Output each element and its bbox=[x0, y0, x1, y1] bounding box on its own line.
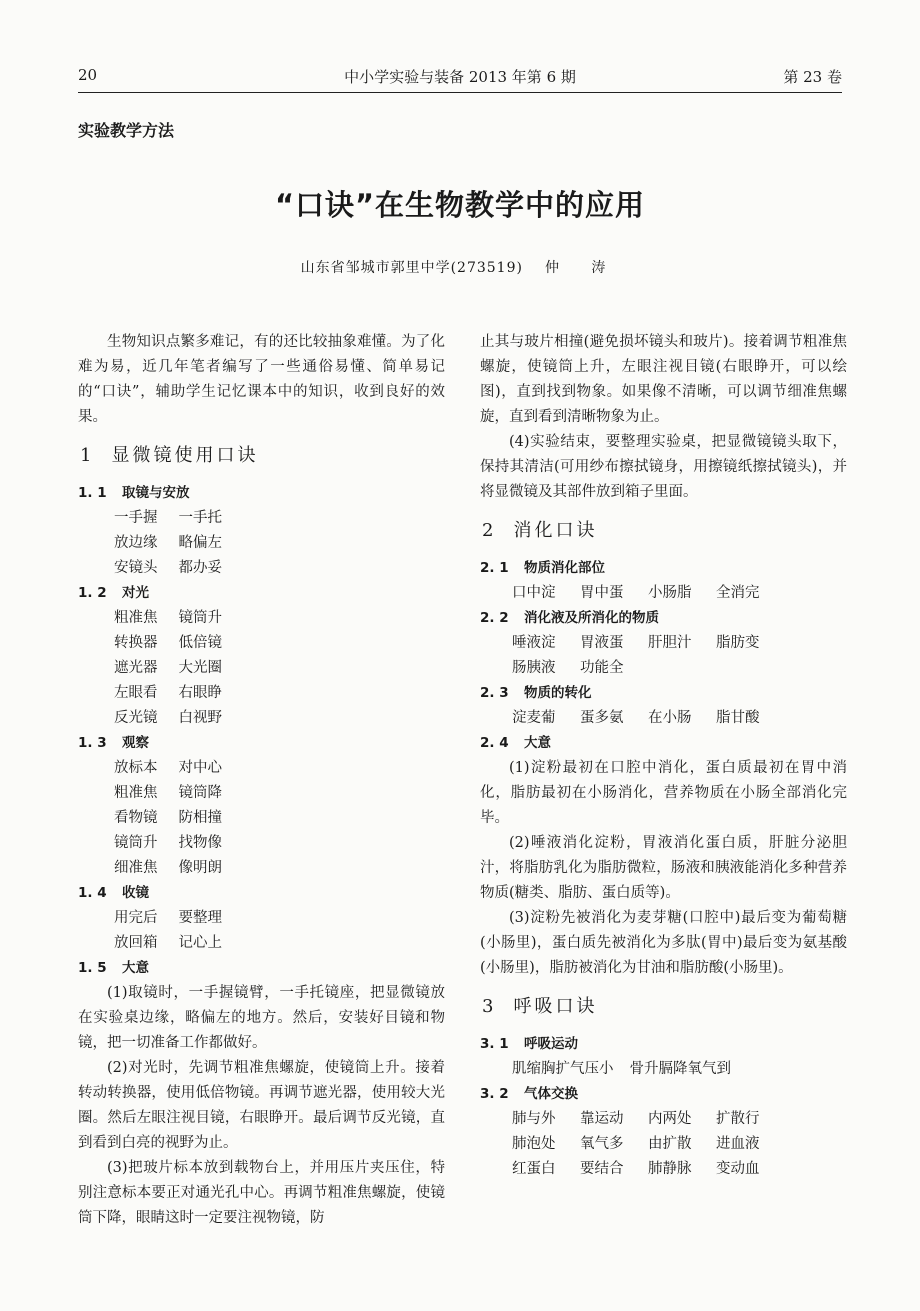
verse-phrase: 全消完 bbox=[716, 585, 760, 601]
verse-phrase: 要结合 bbox=[580, 1161, 624, 1177]
subsection-title: 取镜与安放 bbox=[122, 485, 190, 501]
verse-phrase: 反光镜 bbox=[114, 710, 158, 726]
verse-phrase: 口中淀 bbox=[512, 585, 556, 601]
verse-line bbox=[480, 656, 847, 681]
volume-label: 第 23 卷 bbox=[783, 68, 842, 86]
section-1-heading bbox=[80, 443, 445, 469]
verse-phrase: 内两处 bbox=[648, 1111, 692, 1127]
subsection-number: 1. 5 bbox=[78, 960, 107, 976]
paragraph: (3)淀粉先被消化为麦芽糖(口腔中)最后变为葡萄糖(小肠里)，蛋白质先被消化为多肽(胃中)最后变为氨基酸(小肠里)，脂肪被消化为甘油和脂肪酸(小肠里)。 bbox=[480, 910, 847, 976]
verse-line bbox=[480, 1157, 847, 1182]
paragraph: (3)把玻片标本放到载物台上，并用压片夹压住，特别注意标本要正对通光孔中心。再调节粗准焦螺旋，使镜筒下降，眼睛这时一定要注视物镜，防 bbox=[78, 1160, 445, 1226]
verse-line bbox=[78, 556, 445, 581]
verse-phrase: 脂甘酸 bbox=[716, 710, 760, 726]
subsection-title: 呼吸运动 bbox=[524, 1036, 578, 1052]
right-column bbox=[480, 330, 847, 1182]
verse-line bbox=[78, 856, 445, 881]
verse-line bbox=[78, 506, 445, 531]
verse-phrase: 遮光器 bbox=[114, 660, 158, 676]
verse-phrase: 扩散行 bbox=[716, 1111, 760, 1127]
subsection-1-2-heading bbox=[78, 581, 445, 606]
paragraph: (1)淀粉最初在口腔中消化，蛋白质最初在胃中消化，脂肪最初在小肠消化，营养物质在小肠全部消化完毕。 bbox=[480, 760, 847, 826]
verse-line bbox=[78, 806, 445, 831]
verse-phrase: 安镜头 bbox=[114, 560, 158, 576]
verse-line bbox=[78, 931, 445, 956]
verse-phrase: 要整理 bbox=[178, 910, 222, 926]
paragraph: (2)唾液消化淀粉，胃液消化蛋白质，肝脏分泌胆汁，将脂肪乳化为脂肪微粒，肠液和胰液能消化多种营养物质(糖类、脂肪、蛋白质等)。 bbox=[480, 835, 847, 901]
affiliation: 山东省邹城市郭里中学(273519) bbox=[300, 260, 523, 276]
paragraph: (4)实验结束，要整理实验桌，把显微镜镜头取下，保持其清洁(可用纱布擦拭镜身，用擦镜纸擦拭镜头)，并将显微镜及其部件放到箱子里面。 bbox=[480, 434, 847, 500]
subsection-1-5-heading bbox=[78, 956, 445, 981]
verse-phrase: 在小肠 bbox=[648, 710, 692, 726]
verse-phrase: 小肠脂 bbox=[648, 585, 692, 601]
verse-phrase: 红蛋白 bbox=[512, 1161, 556, 1177]
header-rule bbox=[78, 92, 842, 93]
column-label: 实验教学方法 bbox=[78, 121, 175, 140]
verse-phrase: 肺泡处 bbox=[512, 1136, 556, 1152]
section-number: 3 bbox=[482, 996, 494, 1017]
verse-line bbox=[480, 631, 847, 656]
verse-phrase: 镜筒升 bbox=[178, 610, 222, 626]
subsection-number: 1. 2 bbox=[78, 585, 107, 601]
verse-phrase: 粗准焦 bbox=[114, 610, 158, 626]
verse-phrase: 蛋多氨 bbox=[580, 710, 624, 726]
verse-line bbox=[78, 606, 445, 631]
subsection-title: 观察 bbox=[122, 735, 149, 751]
verse-phrase: 大光圈 bbox=[178, 660, 222, 676]
verse-phrase: 找物像 bbox=[178, 835, 222, 851]
verse-phrase: 肠胰液 bbox=[512, 660, 556, 676]
verse-phrase: 像明朗 bbox=[178, 860, 222, 876]
verse-phrase: 肺静脉 bbox=[648, 1161, 692, 1177]
section-number: 1 bbox=[80, 445, 92, 466]
verse-phrase: 细准焦 bbox=[114, 860, 158, 876]
subsection-number: 2. 1 bbox=[480, 560, 509, 576]
verse-line bbox=[78, 706, 445, 731]
journal-name: 中小学实验与装备 2013 年第 6 期 bbox=[344, 68, 576, 86]
subsection-number: 2. 4 bbox=[480, 735, 509, 751]
subsection-2-4-heading bbox=[480, 731, 847, 756]
verse-line bbox=[78, 906, 445, 931]
section-title: 消化口诀 bbox=[513, 520, 598, 541]
author: 仲 涛 bbox=[544, 260, 620, 276]
subsection-2-1-heading bbox=[480, 556, 847, 581]
paragraph-continued: 止其与玻片相撞(避免损坏镜头和玻片)。接着调节粗准焦螺旋，使镜筒上升，左眼注视目镜(右眼睁开，可以绘图)，直到找到物象。如果像不清晰，可以调节细准焦螺旋，直到看到清晰物象为止。 bbox=[480, 334, 847, 425]
section-title: 呼吸口诀 bbox=[513, 996, 598, 1017]
running-head bbox=[78, 64, 842, 90]
page-number: 20 bbox=[78, 66, 98, 84]
section-number: 2 bbox=[482, 520, 494, 541]
verse-phrase: 淀麦葡 bbox=[512, 710, 556, 726]
verse-phrase: 脂肪变 bbox=[716, 635, 760, 651]
subsection-1-4-heading bbox=[78, 881, 445, 906]
verse-phrase: 放回箱 bbox=[114, 935, 158, 951]
verse-phrase: 低倍镜 bbox=[178, 635, 222, 651]
subsection-title: 收镜 bbox=[122, 885, 149, 901]
subsection-1-1-heading bbox=[78, 481, 445, 506]
paragraph: (2)对光时，先调节粗准焦螺旋，使镜筒上升。接着转动转换器，使用低倍物镜。再调节遮光器，使用较大光圈。然后左眼注视目镜，右眼睁开。最后调节反光镜，直到看到白亮的视野为止。 bbox=[78, 1060, 445, 1151]
section-3-heading bbox=[482, 994, 847, 1020]
subsection-number: 3. 1 bbox=[480, 1036, 509, 1052]
left-column bbox=[78, 330, 445, 1231]
subsection-title: 气体交换 bbox=[524, 1086, 578, 1102]
verse-phrase: 记心上 bbox=[178, 935, 222, 951]
verse-line bbox=[78, 781, 445, 806]
verse-phrase: 靠运动 bbox=[580, 1111, 624, 1127]
byline bbox=[0, 257, 920, 277]
subsection-number: 1. 1 bbox=[78, 485, 107, 501]
verse-line bbox=[480, 1132, 847, 1157]
subsection-1-3-heading bbox=[78, 731, 445, 756]
verse-phrase: 氧气多 bbox=[580, 1136, 624, 1152]
verse-line bbox=[78, 631, 445, 656]
subsection-title: 对光 bbox=[122, 585, 149, 601]
verse-line bbox=[480, 1107, 847, 1132]
verse-phrase: 用完后 bbox=[114, 910, 158, 926]
verse-phrase: 转换器 bbox=[114, 635, 158, 651]
verse-phrase: 变动血 bbox=[716, 1161, 760, 1177]
verse-line bbox=[78, 656, 445, 681]
verse-phrase: 对中心 bbox=[178, 760, 222, 776]
subsection-title: 物质消化部位 bbox=[524, 560, 605, 576]
verse-phrase: 肺与外 bbox=[512, 1111, 556, 1127]
subsection-number: 1. 3 bbox=[78, 735, 107, 751]
subsection-title: 大意 bbox=[122, 960, 149, 976]
verse-phrase: 放边缘 bbox=[114, 535, 158, 551]
verse-phrase: 右眼睁 bbox=[178, 685, 222, 701]
subsection-3-1-heading bbox=[480, 1032, 847, 1057]
verse-line bbox=[78, 681, 445, 706]
verse-phrase: 功能全 bbox=[580, 660, 624, 676]
verse-line bbox=[480, 1057, 847, 1082]
verse-phrase: 略偏左 bbox=[178, 535, 222, 551]
subsection-number: 2. 3 bbox=[480, 685, 509, 701]
subsection-title: 物质的转化 bbox=[524, 685, 592, 701]
verse-phrase: 肌缩胸扩气压小 bbox=[512, 1061, 614, 1077]
subsection-title: 大意 bbox=[524, 735, 551, 751]
verse-phrase: 看物镜 bbox=[114, 810, 158, 826]
article-title: “口诀”在生物教学中的应用 bbox=[274, 188, 646, 222]
verse-phrase: 防相撞 bbox=[178, 810, 222, 826]
verse-phrase: 一手握 bbox=[114, 510, 158, 526]
verse-phrase: 放标本 bbox=[114, 760, 158, 776]
subsection-number: 3. 2 bbox=[480, 1086, 509, 1102]
verse-phrase: 骨升膈降氧气到 bbox=[629, 1061, 731, 1077]
subsection-2-2-heading bbox=[480, 606, 847, 631]
verse-line bbox=[78, 831, 445, 856]
subsection-2-3-heading bbox=[480, 681, 847, 706]
verse-phrase: 唾液淀 bbox=[512, 635, 556, 651]
verse-line bbox=[78, 531, 445, 556]
verse-phrase: 肝胆汁 bbox=[648, 635, 692, 651]
subsection-number: 2. 2 bbox=[480, 610, 509, 626]
subsection-3-2-heading bbox=[480, 1082, 847, 1107]
verse-line bbox=[78, 756, 445, 781]
paragraph: (1)取镜时，一手握镜臂，一手托镜座，把显微镜放在实验桌边缘，略偏左的地方。然后，安装好目镜和物镜，把一切准备工作都做好。 bbox=[78, 985, 445, 1051]
verse-phrase: 白视野 bbox=[178, 710, 222, 726]
verse-phrase: 进血液 bbox=[716, 1136, 760, 1152]
verse-phrase: 胃液蛋 bbox=[580, 635, 624, 651]
verse-phrase: 粗准焦 bbox=[114, 785, 158, 801]
verse-phrase: 都办妥 bbox=[178, 560, 222, 576]
section-2-heading bbox=[482, 518, 847, 544]
verse-phrase: 左眼看 bbox=[114, 685, 158, 701]
intro-paragraph: 生物知识点繁多难记，有的还比较抽象难懂。为了化难为易，近几年笔者编写了一些通俗易懂、简单易记的“口诀”，辅助学生记忆课本中的知识，收到良好的效果。 bbox=[78, 334, 445, 425]
verse-phrase: 镜筒升 bbox=[114, 835, 158, 851]
verse-line bbox=[480, 581, 847, 606]
verse-phrase: 由扩散 bbox=[648, 1136, 692, 1152]
verse-phrase: 胃中蛋 bbox=[580, 585, 624, 601]
subsection-title: 消化液及所消化的物质 bbox=[524, 610, 659, 626]
verse-phrase: 镜筒降 bbox=[178, 785, 222, 801]
verse-phrase: 一手托 bbox=[178, 510, 222, 526]
section-title: 显微镜使用口诀 bbox=[111, 445, 259, 466]
verse-line bbox=[480, 706, 847, 731]
subsection-number: 1. 4 bbox=[78, 885, 107, 901]
